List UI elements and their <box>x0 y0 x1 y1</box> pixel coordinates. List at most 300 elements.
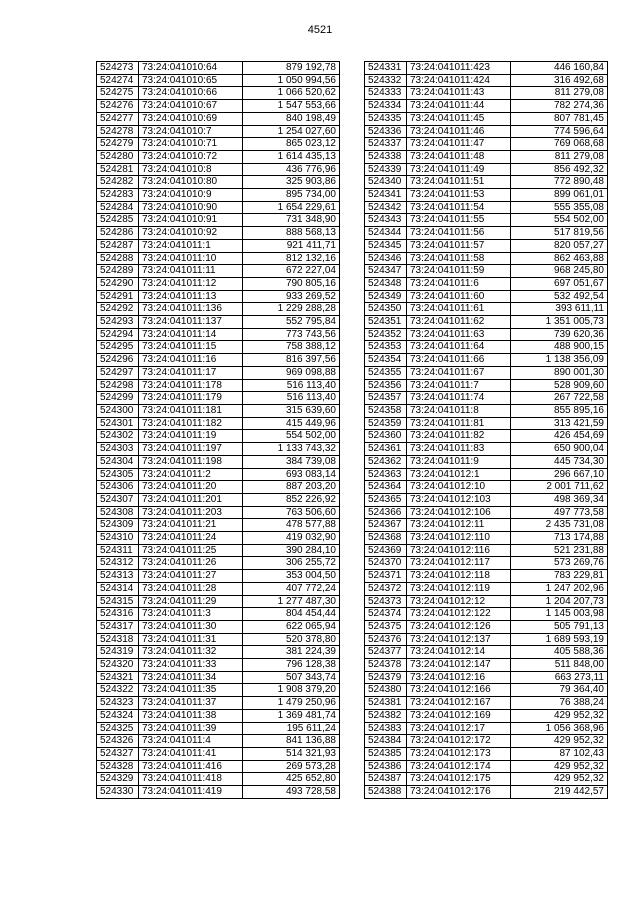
row-number-cell: 524339 <box>365 163 407 176</box>
row-number-cell: 524291 <box>97 290 139 303</box>
cadastral-number-cell: 73:24:041011:54 <box>407 201 511 214</box>
row-number-cell: 524304 <box>97 455 139 468</box>
cadastral-number-cell: 73:24:041011:32 <box>139 646 243 659</box>
cadastral-value-cell: 507 343,74 <box>243 671 340 684</box>
table-row <box>97 379 340 392</box>
cadastral-number-cell: 73:24:041011:9 <box>407 455 511 468</box>
row-number-cell: 524319 <box>97 646 139 659</box>
cadastral-value-cell: 1 614 435,13 <box>243 150 340 163</box>
table-row <box>365 659 608 672</box>
table-row <box>365 519 608 532</box>
row-number-cell: 524335 <box>365 112 407 125</box>
table-row <box>97 557 340 570</box>
row-number-cell: 524351 <box>365 316 407 329</box>
cadastral-value-cell: 520 378,80 <box>243 633 340 646</box>
row-number-cell: 524295 <box>97 341 139 354</box>
row-number-cell: 524314 <box>97 582 139 595</box>
table-row <box>97 74 340 87</box>
cadastral-number-cell: 73:24:041011:67 <box>407 366 511 379</box>
row-number-cell: 524298 <box>97 379 139 392</box>
cadastral-value-cell: 1 254 027,60 <box>243 125 340 138</box>
cadastral-number-cell: 73:24:041011:27 <box>139 570 243 583</box>
cadastral-value-cell: 796 128,38 <box>243 659 340 672</box>
row-number-cell: 524299 <box>97 392 139 405</box>
table-row <box>365 430 608 443</box>
cadastral-value-cell: 1 277 487,30 <box>243 595 340 608</box>
cadastral-number-cell: 73:24:041011:51 <box>407 176 511 189</box>
cadastral-number-cell: 73:24:041011:63 <box>407 328 511 341</box>
cadastral-number-cell: 73:24:041011:39 <box>139 722 243 735</box>
table-row <box>365 176 608 189</box>
cadastral-value-cell: 315 639,60 <box>243 404 340 417</box>
table-row <box>365 735 608 748</box>
table-row <box>97 493 340 506</box>
table-row <box>365 443 608 456</box>
table-row <box>365 392 608 405</box>
table-row <box>97 773 340 786</box>
cadastral-number-cell: 73:24:041010:91 <box>139 214 243 227</box>
cadastral-number-cell: 73:24:041011:24 <box>139 532 243 545</box>
table-row <box>97 316 340 329</box>
cadastral-number-cell: 73:24:041011:10 <box>139 252 243 265</box>
row-number-cell: 524312 <box>97 557 139 570</box>
table-row <box>97 659 340 672</box>
cadastral-number-cell: 73:24:041012:172 <box>407 735 511 748</box>
table-row <box>97 87 340 100</box>
table-row <box>97 709 340 722</box>
row-number-cell: 524321 <box>97 671 139 684</box>
cadastral-value-cell: 429 952,32 <box>511 760 608 773</box>
cadastral-value-cell: 1 689 593,19 <box>511 633 608 646</box>
table-row <box>97 633 340 646</box>
cadastral-value-cell: 811 279,08 <box>511 87 608 100</box>
cadastral-value-cell: 650 900,04 <box>511 443 608 456</box>
row-number-cell: 524372 <box>365 582 407 595</box>
row-number-cell: 524301 <box>97 417 139 430</box>
cadastral-number-cell: 73:24:041011:21 <box>139 519 243 532</box>
table-row <box>365 417 608 430</box>
table-row <box>365 100 608 113</box>
cadastral-value-cell: 445 734,30 <box>511 455 608 468</box>
cadastral-number-cell: 73:24:041011:28 <box>139 582 243 595</box>
cadastral-value-cell: 415 449,96 <box>243 417 340 430</box>
cadastral-number-cell: 73:24:041012:122 <box>407 608 511 621</box>
cadastral-number-cell: 73:24:041010:9 <box>139 189 243 202</box>
row-number-cell: 524337 <box>365 138 407 151</box>
cadastral-value-cell: 663 273,11 <box>511 671 608 684</box>
table-row <box>97 176 340 189</box>
row-number-cell: 524320 <box>97 659 139 672</box>
cadastral-value-cell: 969 098,88 <box>243 366 340 379</box>
cadastral-number-cell: 73:24:041012:16 <box>407 671 511 684</box>
cadastral-value-cell: 713 174,88 <box>511 532 608 545</box>
cadastral-value-cell: 505 791,13 <box>511 620 608 633</box>
table-row <box>97 582 340 595</box>
cadastral-number-cell: 73:24:041011:30 <box>139 620 243 633</box>
table-row <box>97 595 340 608</box>
cadastral-value-cell: 1 145 003,98 <box>511 608 608 621</box>
row-number-cell: 524344 <box>365 227 407 240</box>
cadastral-number-cell: 73:24:041012:106 <box>407 506 511 519</box>
table-row <box>365 138 608 151</box>
table-row <box>365 201 608 214</box>
table-row <box>97 265 340 278</box>
row-number-cell: 524366 <box>365 506 407 519</box>
row-number-cell: 524306 <box>97 481 139 494</box>
table-row <box>97 468 340 481</box>
table-row <box>97 112 340 125</box>
cadastral-value-cell: 573 269,76 <box>511 557 608 570</box>
cadastral-number-cell: 73:24:041011:61 <box>407 303 511 316</box>
table-row <box>365 671 608 684</box>
cadastral-value-cell: 446 160,84 <box>511 62 608 75</box>
cadastral-value-cell: 316 492,68 <box>511 74 608 87</box>
row-number-cell: 524380 <box>365 684 407 697</box>
table-row <box>365 582 608 595</box>
row-number-cell: 524313 <box>97 570 139 583</box>
cadastral-number-cell: 73:24:041012:176 <box>407 786 511 799</box>
table-row <box>97 303 340 316</box>
cadastral-number-cell: 73:24:041010:64 <box>139 62 243 75</box>
row-number-cell: 524368 <box>365 532 407 545</box>
cadastral-number-cell: 73:24:041011:423 <box>407 62 511 75</box>
cadastral-value-cell: 865 023,12 <box>243 138 340 151</box>
cadastral-value-cell: 790 805,16 <box>243 277 340 290</box>
cadastral-value-cell: 2 001 711,62 <box>511 481 608 494</box>
table-row <box>365 570 608 583</box>
cadastral-number-cell: 73:24:041011:178 <box>139 379 243 392</box>
row-number-cell: 524286 <box>97 227 139 240</box>
table-row <box>97 786 340 799</box>
row-number-cell: 524383 <box>365 722 407 735</box>
cadastral-value-cell: 811 279,08 <box>511 150 608 163</box>
cadastral-value-cell: 1 133 743,32 <box>243 443 340 456</box>
cadastral-number-cell: 73:24:041011:137 <box>139 316 243 329</box>
cadastral-value-cell: 769 068,68 <box>511 138 608 151</box>
cadastral-number-cell: 73:24:041011:74 <box>407 392 511 405</box>
cadastral-number-cell: 73:24:041011:46 <box>407 125 511 138</box>
row-number-cell: 524352 <box>365 328 407 341</box>
row-number-cell: 524345 <box>365 239 407 252</box>
cadastral-value-cell: 390 284,10 <box>243 544 340 557</box>
cadastral-number-cell: 73:24:041011:64 <box>407 341 511 354</box>
row-number-cell: 524340 <box>365 176 407 189</box>
cadastral-number-cell: 73:24:041011:198 <box>139 455 243 468</box>
table-row <box>365 239 608 252</box>
cadastral-number-cell: 73:24:041010:65 <box>139 74 243 87</box>
table-row <box>365 493 608 506</box>
row-number-cell: 524283 <box>97 189 139 202</box>
cadastral-number-cell: 73:24:041012:126 <box>407 620 511 633</box>
cadastral-number-cell: 73:24:041011:424 <box>407 74 511 87</box>
cadastral-number-cell: 73:24:041012:166 <box>407 684 511 697</box>
cadastral-value-cell: 816 397,56 <box>243 354 340 367</box>
table-row <box>365 189 608 202</box>
row-number-cell: 524359 <box>365 417 407 430</box>
row-number-cell: 524373 <box>365 595 407 608</box>
cadastral-number-cell: 73:24:041011:418 <box>139 773 243 786</box>
cadastral-number-cell: 73:24:041011:197 <box>139 443 243 456</box>
row-number-cell: 524364 <box>365 481 407 494</box>
row-number-cell: 524296 <box>97 354 139 367</box>
table-row <box>365 608 608 621</box>
cadastral-number-cell: 73:24:041011:59 <box>407 265 511 278</box>
row-number-cell: 524297 <box>97 366 139 379</box>
cadastral-value-cell: 478 577,88 <box>243 519 340 532</box>
cadastral-value-cell: 1 369 481,74 <box>243 709 340 722</box>
cadastral-value-cell: 552 795,84 <box>243 316 340 329</box>
table-row <box>97 62 340 75</box>
table-row <box>365 163 608 176</box>
cadastral-value-cell: 381 224,39 <box>243 646 340 659</box>
table-row <box>97 354 340 367</box>
row-number-cell: 524289 <box>97 265 139 278</box>
cadastral-number-cell: 73:24:041012:10 <box>407 481 511 494</box>
table-row <box>365 684 608 697</box>
table-row <box>365 481 608 494</box>
table-row <box>97 214 340 227</box>
cadastral-value-cell: 419 032,90 <box>243 532 340 545</box>
cadastral-value-cell: 554 502,00 <box>511 214 608 227</box>
cadastral-value-cell: 1 066 520,62 <box>243 87 340 100</box>
cadastral-value-cell: 1 138 356,09 <box>511 354 608 367</box>
cadastral-number-cell: 73:24:041012:116 <box>407 544 511 557</box>
cadastral-number-cell: 73:24:041011:33 <box>139 659 243 672</box>
row-number-cell: 524384 <box>365 735 407 748</box>
cadastral-value-cell: 1 204 207,73 <box>511 595 608 608</box>
cadastral-number-cell: 73:24:041011:41 <box>139 747 243 760</box>
row-number-cell: 524317 <box>97 620 139 633</box>
cadastral-number-cell: 73:24:041010:71 <box>139 138 243 151</box>
page-number: 4521 <box>307 24 333 36</box>
row-number-cell: 524309 <box>97 519 139 532</box>
row-number-cell: 524361 <box>365 443 407 456</box>
table-row <box>365 773 608 786</box>
cadastral-number-cell: 73:24:041010:67 <box>139 100 243 113</box>
cadastral-number-cell: 73:24:041011:83 <box>407 443 511 456</box>
cadastral-number-cell: 73:24:041011:12 <box>139 277 243 290</box>
cadastral-number-cell: 73:24:041011:62 <box>407 316 511 329</box>
table-row <box>97 722 340 735</box>
table-row <box>365 747 608 760</box>
row-number-cell: 524353 <box>365 341 407 354</box>
row-number-cell: 524336 <box>365 125 407 138</box>
row-number-cell: 524328 <box>97 760 139 773</box>
row-number-cell: 524370 <box>365 557 407 570</box>
cadastral-number-cell: 73:24:041011:13 <box>139 290 243 303</box>
table-row <box>97 189 340 202</box>
cadastral-value-cell: 772 890,48 <box>511 176 608 189</box>
table-row <box>365 468 608 481</box>
table-row <box>365 557 608 570</box>
table-row <box>365 328 608 341</box>
cadastral-number-cell: 73:24:041011:17 <box>139 366 243 379</box>
cadastral-number-cell: 73:24:041011:37 <box>139 697 243 710</box>
row-number-cell: 524311 <box>97 544 139 557</box>
row-number-cell: 524338 <box>365 150 407 163</box>
table-row <box>97 506 340 519</box>
row-number-cell: 524348 <box>365 277 407 290</box>
row-number-cell: 524357 <box>365 392 407 405</box>
cadastral-number-cell: 73:24:041010:7 <box>139 125 243 138</box>
cadastral-value-cell: 325 903,86 <box>243 176 340 189</box>
cadastral-number-cell: 73:24:041011:20 <box>139 481 243 494</box>
cadastral-value-cell: 514 321,93 <box>243 747 340 760</box>
table-row <box>365 252 608 265</box>
cadastral-value-cell: 1 247 202,96 <box>511 582 608 595</box>
row-number-cell: 524386 <box>365 760 407 773</box>
cadastral-number-cell: 73:24:041011:136 <box>139 303 243 316</box>
cadastral-number-cell: 73:24:041011:34 <box>139 671 243 684</box>
cadastral-value-cell: 498 369,34 <box>511 493 608 506</box>
row-number-cell: 524362 <box>365 455 407 468</box>
table-row <box>97 608 340 621</box>
row-number-cell: 524318 <box>97 633 139 646</box>
row-number-cell: 524281 <box>97 163 139 176</box>
cadastral-value-cell: 888 568,13 <box>243 227 340 240</box>
cadastral-value-cell: 820 057,27 <box>511 239 608 252</box>
table-row <box>97 570 340 583</box>
cadastral-value-cell: 2 435 731,08 <box>511 519 608 532</box>
table-row <box>365 303 608 316</box>
cadastral-value-cell: 425 652,80 <box>243 773 340 786</box>
cadastral-value-cell: 804 454,44 <box>243 608 340 621</box>
row-number-cell: 524280 <box>97 150 139 163</box>
cadastral-value-cell: 739 620,36 <box>511 328 608 341</box>
row-number-cell: 524303 <box>97 443 139 456</box>
cadastral-value-cell: 731 348,90 <box>243 214 340 227</box>
table-row <box>97 620 340 633</box>
row-number-cell: 524327 <box>97 747 139 760</box>
row-number-cell: 524284 <box>97 201 139 214</box>
cadastral-number-cell: 73:24:041012:147 <box>407 659 511 672</box>
cadastral-number-cell: 73:24:041012:117 <box>407 557 511 570</box>
cadastral-value-cell: 516 113,40 <box>243 392 340 405</box>
row-number-cell: 524275 <box>97 87 139 100</box>
row-number-cell: 524381 <box>365 697 407 710</box>
table-row <box>97 392 340 405</box>
row-number-cell: 524387 <box>365 773 407 786</box>
cadastral-value-cell: 488 900,15 <box>511 341 608 354</box>
table-row <box>365 125 608 138</box>
row-number-cell: 524374 <box>365 608 407 621</box>
table-row <box>97 125 340 138</box>
cadastral-value-cell: 313 421,59 <box>511 417 608 430</box>
row-number-cell: 524326 <box>97 735 139 748</box>
cadastral-number-cell: 73:24:041011:182 <box>139 417 243 430</box>
cadastral-number-cell: 73:24:041011:29 <box>139 595 243 608</box>
table-row <box>365 290 608 303</box>
row-number-cell: 524346 <box>365 252 407 265</box>
row-number-cell: 524307 <box>97 493 139 506</box>
cadastral-value-cell: 516 113,40 <box>243 379 340 392</box>
table-row <box>365 646 608 659</box>
row-number-cell: 524290 <box>97 277 139 290</box>
cadastral-number-cell: 73:24:041012:169 <box>407 709 511 722</box>
row-number-cell: 524342 <box>365 201 407 214</box>
row-number-cell: 524343 <box>365 214 407 227</box>
cadastral-value-cell: 532 492,54 <box>511 290 608 303</box>
cadastral-number-cell: 73:24:041010:8 <box>139 163 243 176</box>
cadastral-number-cell: 73:24:041012:137 <box>407 633 511 646</box>
row-number-cell: 524360 <box>365 430 407 443</box>
table-row <box>365 277 608 290</box>
cadastral-value-cell: 887 203,20 <box>243 481 340 494</box>
cadastral-value-cell: 968 245,80 <box>511 265 608 278</box>
cadastral-value-cell: 921 411,71 <box>243 239 340 252</box>
row-number-cell: 524334 <box>365 100 407 113</box>
cadastral-value-cell: 219 442,57 <box>511 786 608 799</box>
cadastral-number-cell: 73:24:041011:57 <box>407 239 511 252</box>
cadastral-number-cell: 73:24:041011:14 <box>139 328 243 341</box>
cadastral-number-cell: 73:24:041011:56 <box>407 227 511 240</box>
table-row <box>365 404 608 417</box>
cadastral-value-cell: 807 781,45 <box>511 112 608 125</box>
table-row <box>97 747 340 760</box>
row-number-cell: 524355 <box>365 366 407 379</box>
cadastral-table-left <box>96 61 340 799</box>
table-row <box>97 532 340 545</box>
table-row <box>365 722 608 735</box>
row-number-cell: 524288 <box>97 252 139 265</box>
cadastral-number-cell: 73:24:041011:25 <box>139 544 243 557</box>
cadastral-number-cell: 73:24:041011:4 <box>139 735 243 748</box>
cadastral-number-cell: 73:24:041011:179 <box>139 392 243 405</box>
table-row <box>365 316 608 329</box>
row-number-cell: 524274 <box>97 74 139 87</box>
cadastral-value-cell: 554 502,00 <box>243 430 340 443</box>
row-number-cell: 524333 <box>365 87 407 100</box>
row-number-cell: 524300 <box>97 404 139 417</box>
cadastral-value-cell: 429 952,32 <box>511 709 608 722</box>
row-number-cell: 524315 <box>97 595 139 608</box>
table-row <box>365 214 608 227</box>
cadastral-value-cell: 622 065,94 <box>243 620 340 633</box>
cadastral-value-cell: 497 773,58 <box>511 506 608 519</box>
row-number-cell: 524363 <box>365 468 407 481</box>
cadastral-number-cell: 73:24:041011:1 <box>139 239 243 252</box>
cadastral-value-cell: 856 492,32 <box>511 163 608 176</box>
cadastral-number-cell: 73:24:041011:15 <box>139 341 243 354</box>
cadastral-number-cell: 73:24:041011:201 <box>139 493 243 506</box>
cadastral-value-cell: 511 848,00 <box>511 659 608 672</box>
cadastral-value-cell: 855 895,16 <box>511 404 608 417</box>
row-number-cell: 524347 <box>365 265 407 278</box>
table-row <box>97 277 340 290</box>
cadastral-number-cell: 73:24:041010:92 <box>139 227 243 240</box>
cadastral-value-cell: 763 506,60 <box>243 506 340 519</box>
cadastral-value-cell: 393 611,11 <box>511 303 608 316</box>
cadastral-number-cell: 73:24:041011:16 <box>139 354 243 367</box>
row-number-cell: 524354 <box>365 354 407 367</box>
table-row <box>365 62 608 75</box>
row-number-cell: 524369 <box>365 544 407 557</box>
cadastral-value-cell: 879 192,78 <box>243 62 340 75</box>
cadastral-number-cell: 73:24:041011:19 <box>139 430 243 443</box>
row-number-cell: 524273 <box>97 62 139 75</box>
row-number-cell: 524330 <box>97 786 139 799</box>
row-number-cell: 524376 <box>365 633 407 646</box>
cadastral-number-cell: 73:24:041011:45 <box>407 112 511 125</box>
cadastral-number-cell: 73:24:041011:60 <box>407 290 511 303</box>
row-number-cell: 524378 <box>365 659 407 672</box>
cadastral-value-cell: 555 355,08 <box>511 201 608 214</box>
cadastral-value-cell: 1 351 005,73 <box>511 316 608 329</box>
cadastral-value-cell: 493 728,58 <box>243 786 340 799</box>
cadastral-number-cell: 73:24:041011:31 <box>139 633 243 646</box>
table-row <box>97 150 340 163</box>
cadastral-number-cell: 73:24:041012:17 <box>407 722 511 735</box>
